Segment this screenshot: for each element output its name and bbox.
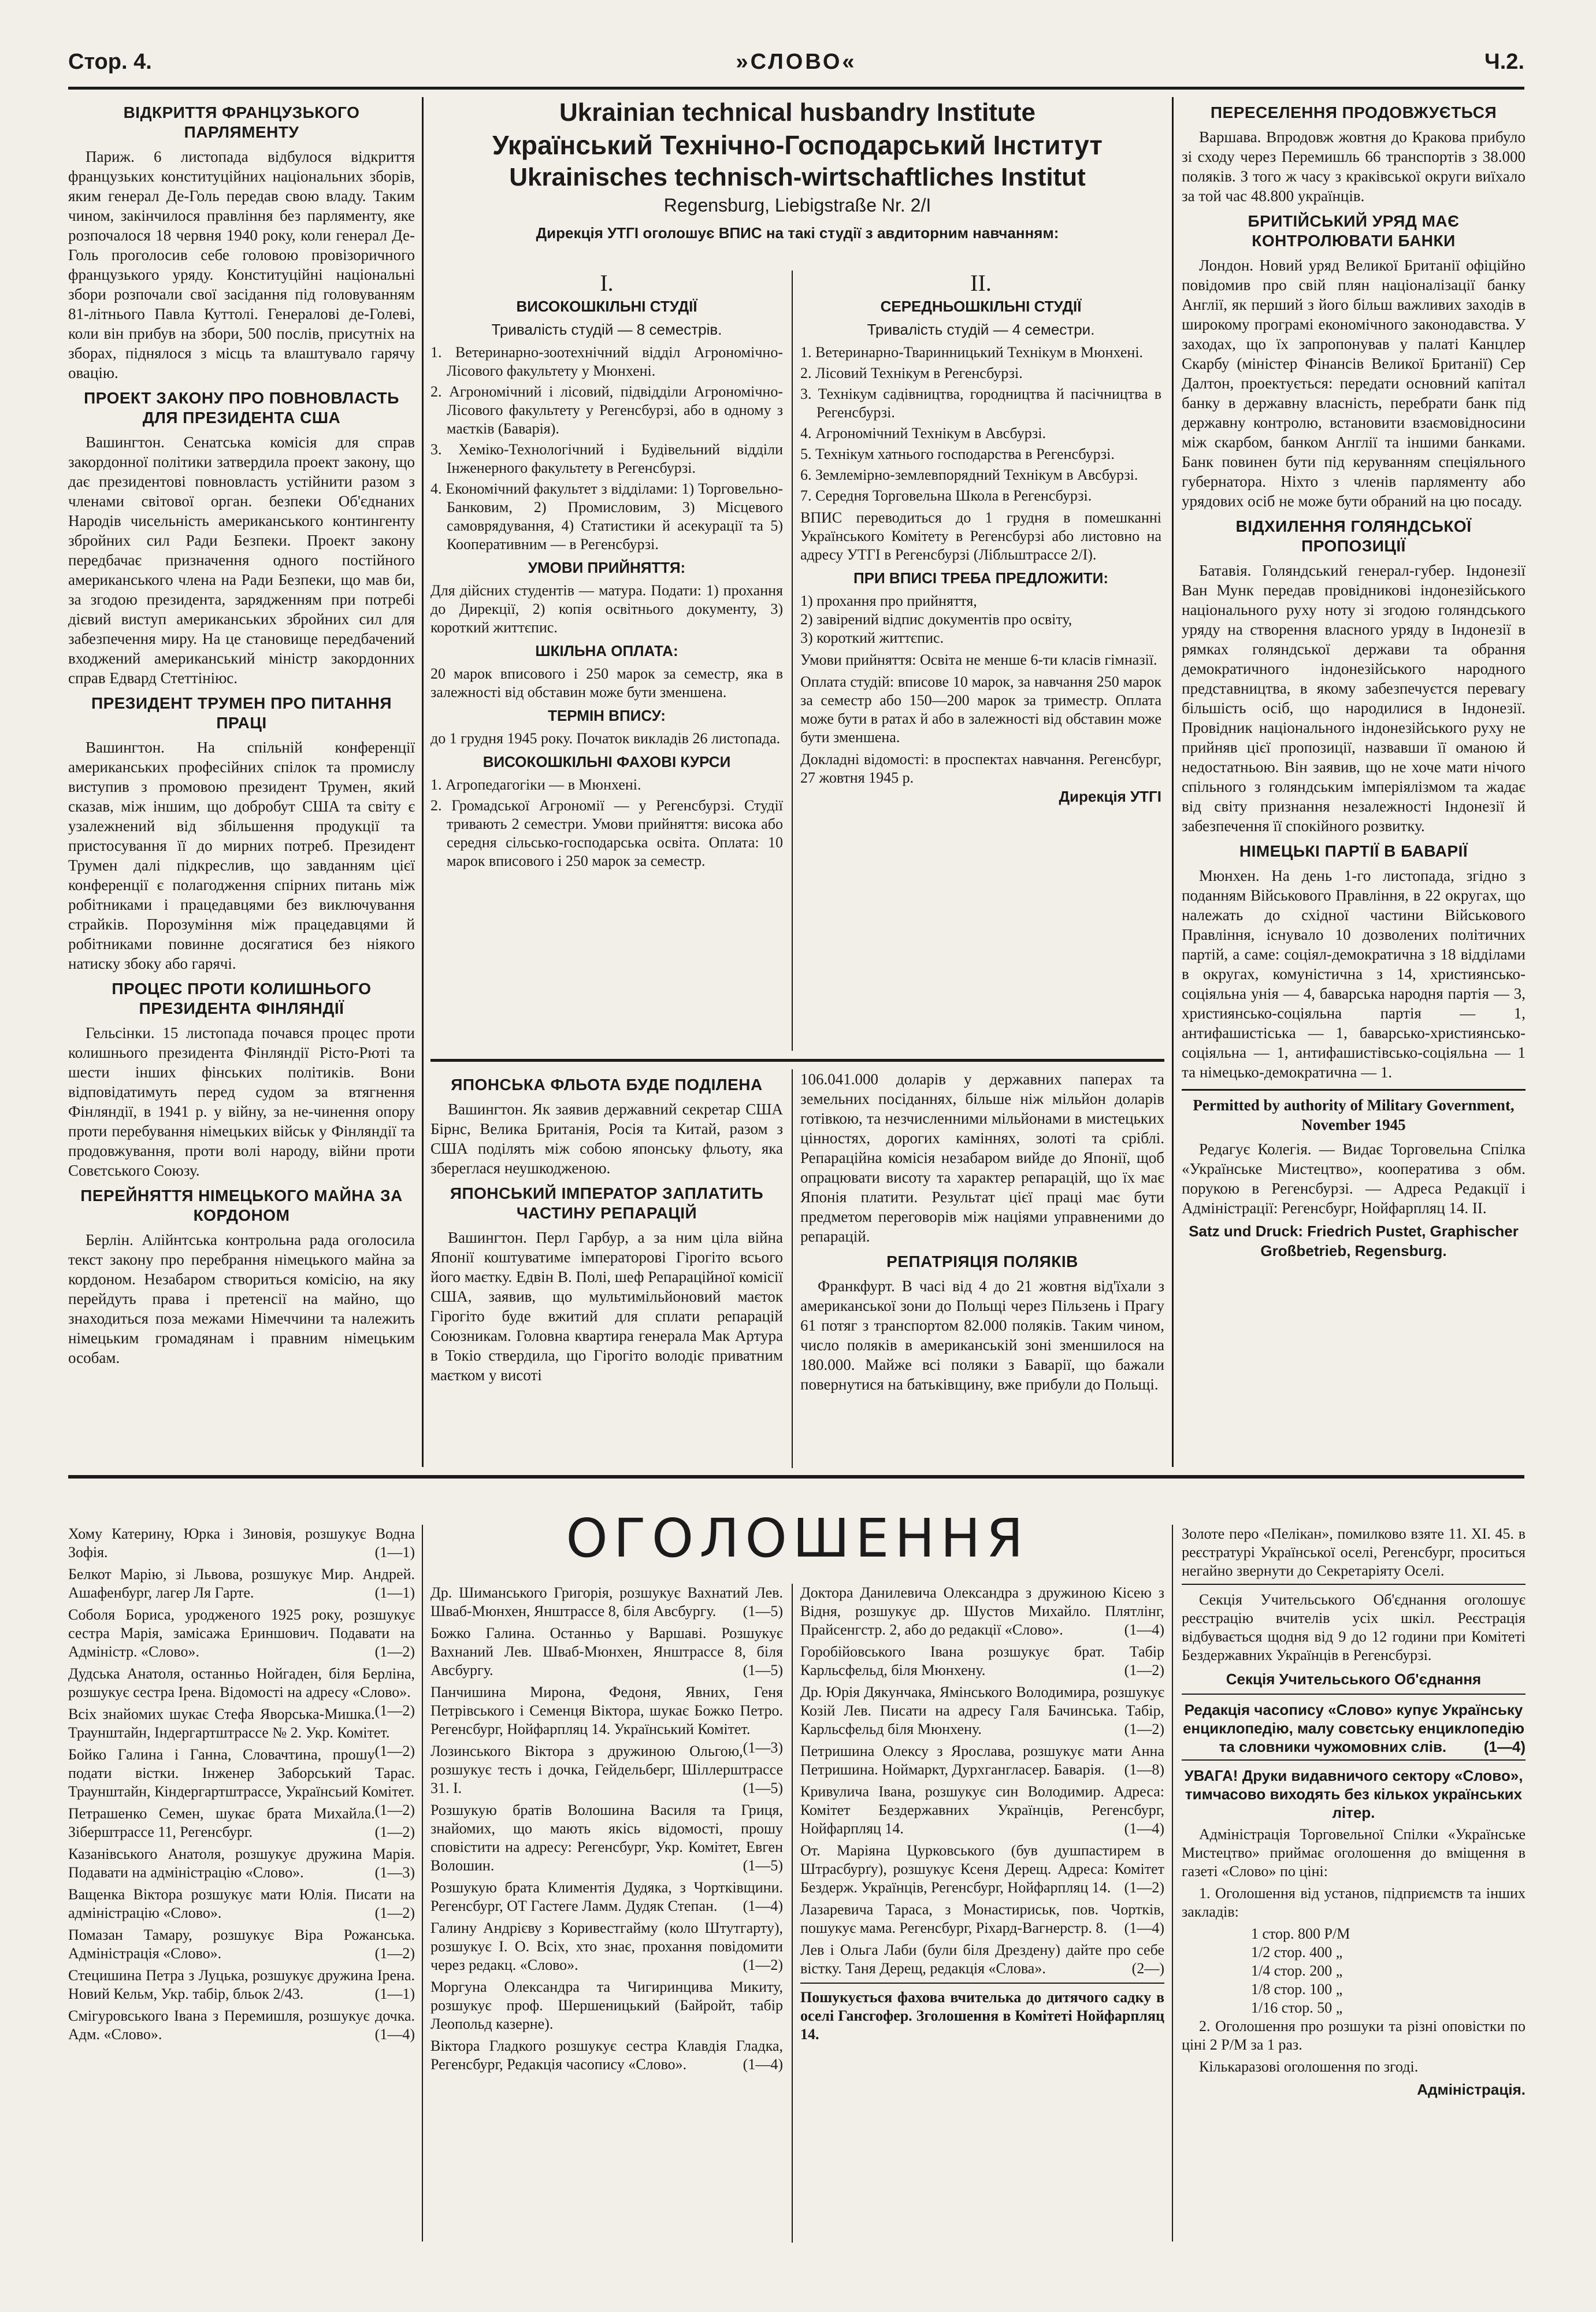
higher-studies xyxy=(430,271,783,873)
classified-ad: Др. Шиманського Григорія, розшукує Вахнатий Лев. Шваб-Мюнхен, Янштрассе 8, біля Авсбургу. (1—5) xyxy=(430,1584,783,1620)
study-item: 4. Агрономічний Технікум в Авсбурзі. xyxy=(800,425,1046,442)
article-title: ВІДКРИТТЯ ФРАНЦУЗЬКОГО ПАРЛЯМЕНТУ xyxy=(123,103,360,141)
imprint: Редагує Колегія. — Видає Торговельна Спілка «Українське Мистецтво», кооператива з обм. порукою в Регенсбурзі. — Адреса Редакції і Адміністрації: Регенсбург, Нойфарпляц 14. II. xyxy=(1182,1140,1526,1217)
classified-ad: Хому Катерину, Юрка і Зиновія, розшукує Водна Зофія. (1—1) xyxy=(68,1525,415,1561)
document-item: 1) прохання про прийняття, xyxy=(800,592,977,609)
article-title: ПРОЕКТ ЗАКОНУ ПРО ПОВНОВЛАСТЬ ДЛЯ ПРЕЗИДЕНТА США xyxy=(84,389,399,427)
article-text: Вашингтон. Як заявив державний секретар США Бірнс, Велика Британія, Росія та Китай, разом з США поділять між собою японську фльоту, яка збереглася неушкодженою. xyxy=(430,1101,783,1177)
teachers-notice: Секція Учительського Об'єднання оголошує реєстрацію вчителів усіх шкіл. Реєстрація відбувається щодня від 9 до 12 години при Комітеті Бездержавних Українців в Регенсбурзі. xyxy=(1182,1591,1526,1663)
column-divider xyxy=(1172,97,1174,1467)
study-item: 5. Технікум хатнього господарства в Регенсбурзі. xyxy=(800,446,1115,462)
price-row: 1/8 стор. 100 „ xyxy=(1251,1981,1343,1998)
price-row: 1 стор. 800 Р/М xyxy=(1251,1925,1350,1942)
classified-ad: Горобійовського Івана розшукує брат. Табір Карльсфельд, біля Мюнхену. (1—2) xyxy=(800,1643,1164,1679)
classified-ad: Петришина Олексу з Ярослава, розшукує мати Анна Петришина. Ноймаркт, Дурхгангласер. Баварія. (1—8) xyxy=(800,1743,1164,1778)
article-text: Лондон. Новий уряд Великої Британії офіційно повідомив про свій плян націоналізації банку Англії, як перший з його більш важливих заходів в широкому програмі економічного законодавства. У заходах, що їх запропонував у палаті Канцлер Скарбу (міністер Фінансів Великої Британії) Сер Далтон, проектується: передати основний капітал банку в державну власність, перебрати банк під державну контролю, встановити взаємовідносини між скарбом, банком Англії та іншими банками. Банк повинен бути під керуванням спеціяльного губернатора. Ніхто з членів парляменту або урядових осіб не може бути обраний на цю посаду. xyxy=(1182,257,1526,510)
institute-announcement xyxy=(430,97,1164,1057)
classified-ad: Галину Андрієву з Коривестгайму (коло Штутгарту), розшукує І. О. Всіх, хто знає, прохання повідомити через редакц. «Слово». (1—2) xyxy=(430,1920,783,1973)
issue-number: Ч.2. xyxy=(1484,50,1524,74)
administration-signature: Адміністрація. xyxy=(1417,2081,1526,2098)
page-number: Стор. 4. xyxy=(68,50,152,74)
section-title: СЕРЕДНЬОШКІЛЬНІ СТУДІЇ xyxy=(880,298,1082,315)
column-2-lower xyxy=(430,1069,783,1468)
document-item: 2) завірений відпис документів про освіту, xyxy=(800,611,1072,628)
ads-column-4 xyxy=(1182,1525,1526,2247)
article-text: Гельсінки. 15 листопада почався процес проти колишнього президента Фінляндії Рісто-Рюті та шести інших фінських політиків. Вони відповідатимуть перед судом за втягнення Фінляндії, в 1941 р. у війну, за не-чинення опору проти перебування німецьких військ у Фінляндії та продовжування, проти волі народу, війни проти Совєтського Союзу. xyxy=(68,1024,415,1179)
fee-text: Оплата студій: вписове 10 марок, за навчання 250 марок за семестр або 150—200 марок за триместр. Оплата може бути в ратах й або в залежності від обставин може бути зменшена. xyxy=(800,673,1161,746)
classified-ad: Моргуна Олександра та Чигиринцива Микиту, розшукує проф. Шершеницький (Байройт, табір Леопольд казерне). xyxy=(430,1978,783,2032)
page-header xyxy=(68,50,1524,82)
prices-head: 1. Оголошення від установ, підприємств та інших закладів: xyxy=(1182,1885,1526,1920)
study-item: 6. Землемірно-землевпорядний Технікум в Авсбурзі. xyxy=(800,466,1138,483)
course-item: 2. Громадської Агрономії — у Регенсбурзі. Студії тривають 2 семестри. Умови прийняття: висока або середня сільсько-господарська освіта. Оплата: 10 марок вписового і 250 марок за семестр. xyxy=(430,797,783,869)
article-text: 106.041.000 доларів у державних паперах та земельних посіданнях, більше ніж мільйон доларів готівкою, та незчисленними мільйонами в мистецьких цінностях, дорогих каміннях, золоті та сріблі. Репараційна комісія незабаром вийде до Японії, щоб опрацювати висоту та характер репарацій, що їх має Японія платити. Результат цієї праці має бути предметом переговорів між націями управненими до репарацій. xyxy=(800,1070,1164,1245)
institute-title-en: Ukrainian technical husbandry Institute xyxy=(559,98,1035,127)
document-item: 3) короткий життєпис. xyxy=(800,629,944,646)
fee-title: ШКІЛЬНА ОПЛАТА: xyxy=(535,642,678,659)
article-text: Мюнхен. На день 1-го листопада, згідно з поданням Військового Правління, в 22 округах, що належать до східної частини Військового Правління, існувало 10 дозволених політичних партій, а саме: соціял-демократична з 18 відділами в округах, комуністична з 14, християнсько-соціяльна унія — 4, баварська народня партія — 3, християнсько-соціяльна партія — 1, антифашистіська — 1, баварсько-християнсько-соціяльна — 1, антифашистівсько-соціяльна — 1 та німецько-демократична — 1. xyxy=(1182,867,1526,1081)
column-3-lower xyxy=(800,1069,1164,1468)
article-title: РЕПАТРІЯЦІЯ ПОЛЯКІВ xyxy=(886,1253,1078,1270)
ads-rule xyxy=(68,1475,1524,1479)
classified-ad: Кривулича Івана, розшукує син Володимир. Адреса: Комітет Бездержавних Українців, Регенсбург, Нойфарпляц 14. (1—4) xyxy=(800,1783,1164,1837)
section-duration: Тривалість студій — 4 семестри. xyxy=(867,321,1095,338)
ads-column-1 xyxy=(68,1525,415,2247)
classified-ad: Панчишина Мирона, Федоня, Явних, Геня Петрівського і Семенця Віктора, шукає Божко Петро. Регенсбург, Нойфарпляц 14. Український Комітет. (1—3) xyxy=(430,1684,783,1756)
classified-ad: Помазан Тамару, розшукує Віра Рожанська. Адміністрація «Слово». (1—2) xyxy=(68,1926,415,1962)
study-item: 2. Лісовий Технікум в Регенсбурзі. xyxy=(800,365,1023,381)
classified-ad: Лозинського Віктора з дружиною Ольгою, розшукує тесть і дочка, Гейдельберг, Шіллерштрассе 31. І. (1—5) xyxy=(430,1743,783,1796)
article-title: БРИТІЙСЬКИЙ УРЯД МАЄ КОНТРОЛЮВАТИ БАНКИ xyxy=(1248,212,1460,250)
classified-ad: Дудська Анатоля, останньо Нойгаден, біля Берліна, розшукує сестра Ірена. Відомості на адресу «Слово». (1—2) xyxy=(68,1665,415,1719)
institute-title-uk: Український Технічно-Господарський Інститут xyxy=(492,130,1103,160)
institute-intro: Дирекція УТГІ оголошує ВПИС на такі студії з авдиторним навчанням: xyxy=(536,224,1059,242)
study-item: 4. Економічний факультет з відділами: 1) Торговельно-Банковим, 2) Промисловим, 3) Місцевого самоврядування, 4) Статистики й асекурації та 5) Кооперативним — в Регенсбурзі. xyxy=(430,480,783,553)
section-rule xyxy=(430,1059,1164,1062)
article-text: Берлін. Алійнтська контрольна рада оголосила текст закону про перебрання німецького майна за кордоном. Незабаром створиться комісію, на яку перейдуть права і претенсії на майно, що знаходиться поза межами Німеччини та належить німецьким громадянам і правним німецьким особам. xyxy=(68,1231,415,1366)
article-title: ЯПОНСЬКА ФЛЬОТА БУДЕ ПОДІЛЕНА xyxy=(451,1076,763,1094)
classified-ad: Казанівського Анатоля, розшукує дружина Марія. Подавати на адміністрацію «Слово». (1—3) xyxy=(68,1846,415,1881)
classified-ad: Петрашенко Семен, шукає брата Михайла. Зіберштрассе 11, Регенсбург. (1—2) xyxy=(68,1805,415,1840)
price-row: 1/2 стор. 400 „ xyxy=(1251,1944,1343,1961)
article-text: Вашингтон. Сенатська комісія для справ закордонної політики затвердила проект закону, що дає президентові повновласть устійнити разом з членами світової орган. безпеки Об'єднаних Народів чисельність американського контингенту збройних сил Ради Безпеки. Проект закону передбачає призначення одного постійного американського члена на Ради Безпеки, що мав би, за згодою президента, зарядженням при потребі дієвий виступ американських збройних сил для забезпечення миру. На це становище передбачений входжений американський міністр закордонних справ Едвард Стеттініюс. xyxy=(68,433,415,687)
article-title: НІМЕЦЬКІ ПАРТІЇ В БАВАРІЇ xyxy=(1239,842,1468,860)
column-divider xyxy=(1172,1525,1173,2241)
header-rule xyxy=(68,87,1524,90)
column-divider xyxy=(792,1069,793,1468)
classified-ad: Розшукую брата Климентія Дудяка, з Чортківщини. Регенсбург, ОТ Гастеге Ламм. Дудяк Степан. (1—4) xyxy=(430,1879,783,1914)
classified-ad: Віктора Гладкого розшукує сестра Клавдія Гладка, Регенсбург, Редакція часопису «Слово». (1—4) xyxy=(430,2037,783,2073)
fee-text: 20 марок вписового і 250 марок за семестр, яка в залежності від обставин може бути зменшена. xyxy=(430,665,783,701)
institute-address: Regensburg, Liebigstraße Nr. 2/I xyxy=(663,195,931,216)
ads-heading: ОГОЛОШЕННЯ xyxy=(566,1507,1029,1569)
printer: Satz und Druck: Friedrich Pustet, Graphischer Großbetrieb, Regensburg. xyxy=(1189,1222,1519,1259)
institute-signature: Дирекція УТГІ xyxy=(1059,788,1161,805)
article-text: Вашингтон. На спільній конференції американських професійних спілок та промислу виступив з промовою президент Трумен, який сказав, між іншим, що добробут США та світу є узалежнений від збільшення продукції та пристосування її до мирних потреб. Президент Трумен далі підкреслив, що завданням цієї конференції є полагодження спірних питань між робітниками і працедавцями без виключування страйків. Порозуміння між працедавцями й робітниками повинне досягатися без ніякого натиску збоку або гарячі. xyxy=(68,739,415,972)
classified-ad: Бойко Галина і Ганна, Словачтина, прошу подати вістки. Інженер Заборський Тарас. Траунштайн, Кіндергартштрассе, Українсьий Комітет. (1—2) xyxy=(68,1746,415,1818)
info-text: Докладні відомості: в проспектах навчання. Регенсбург, 27 жовтня 1945 р. xyxy=(800,751,1161,786)
article-text: Франкфурт. В часі від 4 до 21 жовтня від'їхали з американської зони до Польщі через Пільзень і Прагу 61 потяг з транспортом 82.000 поляків. Таким чином, число поляків в американській зоні зменшилося на 180.000. Майже всі поляки з Баварії, що бажали повернутися на батьківщину, вже прибули до Польщі. xyxy=(800,1277,1164,1393)
ads-column-2 xyxy=(430,1584,783,2248)
term-text: до 1 грудня 1945 року. Початок викладів 26 листопада. xyxy=(430,730,781,747)
section-number: I. xyxy=(600,270,614,296)
study-item: 1. Ветеринарно-Тваринницький Технікум в Мюнхені. xyxy=(800,344,1144,361)
classified-ad: Лазаревича Тараса, з Монастириськ, пов. Чортків, пошукує мама. Регенсбург, Ріхард-Вагнерстр. 8. (1—4) xyxy=(800,1901,1164,1936)
permit-note: Permitted by authority of Military Government, November 1945 xyxy=(1193,1096,1515,1133)
article-title: ВІДХИЛЕННЯ ГОЛЯНДСЬКОЇ ПРОПОЗИЦІЇ xyxy=(1235,517,1472,555)
study-item: 7. Середня Торговельна Школа в Регенсбурзі. xyxy=(800,487,1092,504)
classified-ad: Всіх знайомих шукає Стефа Яворська-Мишка. Траунштайн, Індергартштрассе № 2. Укр. Комітет. (1—2) xyxy=(68,1706,415,1759)
study-item: 2. Агрономічний і лісовий, підвідділи Агрономічно-Лісового факультету у Регенсбурзі, або в одному з маєтків (Баварія). xyxy=(430,383,783,437)
enrollment-text: ВПИС переводиться до 1 грудня в помешканні Українського Комітету в Регенсбурзі або листовно на адресу УТГІ в Регенсбурзі (Лібльштрассе 2/I). xyxy=(800,509,1161,563)
courses-title: ВИСОКОШКІЛЬНІ ФАХОВІ КУРСИ xyxy=(482,753,731,770)
warning-notice: УВАГА! Друки видавничого сектору «Слово», тимчасово виходять без кількох українських літер. xyxy=(1184,1767,1523,1821)
prices-intro: Адміністрація Торговельної Спілки «Українське Мистецтво» приймає оголошення до вміщення в газеті «Слово» по ціні: xyxy=(1182,1826,1526,1880)
section-duration: Тривалість студій — 8 семестрів. xyxy=(491,321,722,338)
box-divider xyxy=(792,271,793,1051)
column-divider xyxy=(422,1525,423,2241)
ads-column-3 xyxy=(800,1584,1164,2248)
article-title: ЯПОНСЬКИЙ ІМПЕРАТОР ЗАПЛАТИТЬ ЧАСТИНУ РЕПАРАЦІЙ xyxy=(450,1184,764,1222)
classified-ad: Др. Юрія Дякунчака, Ямінського Володимира, розшукує Козій Лев. Писати на адресу Галя Бачинська. Табір, Карльсфельд біля Мюнхену. (1—2) xyxy=(800,1684,1164,1737)
institute-title-de: Ukrainisches technisch-wirtschaftliches Institut xyxy=(509,163,1086,191)
article-text: Варшава. Впродовж жовтня до Кракова прибуло зі сходу через Перемишль 66 транспортів з 38.000 поляків. З того ж часу з краківської округи виїхало за той час 48.800 українців. xyxy=(1182,128,1526,205)
conditions-text: Для дійсних студентів — матура. Подати: 1) прохання до Дирекції, 2) копія освітнього документу, 3) короткий життєпис. xyxy=(430,582,783,636)
article-text: Вашингтон. Перл Гарбур, а за ним ціла війна Японії коштуватиме імператорові Гірогіто всього його маєтку. Едвін В. Полі, шеф Репараційної комісії США, заявив, що мультимільйоновий маєток Гірогіто буде вжитий для сплати репарацій Союзникам. Головна квартира генерала Мак Артура в Токіо ствердила, що Гірогіто володіє приватним маєтком у висоті xyxy=(430,1229,783,1384)
price-row: 1/4 стор. 200 „ xyxy=(1251,1962,1343,1979)
price-row: 1/16 стор. 50 „ xyxy=(1251,1999,1343,2016)
term-title: ТЕРМІН ВПИСУ: xyxy=(548,707,666,724)
study-item: 3. Хеміко-Технологічний і Будівельний відділи Інженерного факультету в Регенсбурзі. xyxy=(430,441,783,476)
classified-ad: Смігуровського Івана з Перемишля, розшукує дочка. Адм. «Слово». (1—4) xyxy=(68,2007,415,2043)
lost-pen-notice: Золоте перо «Пелікан», помилково взяте 11. XI. 45. в реєстратурі Української оселі, Регенсбург, проситься негайно звернути до Секретаріяту Оселі. xyxy=(1182,1525,1526,1579)
article-title: ПРЕЗИДЕНТ ТРУМЕН ПРО ПИТАННЯ ПРАЦІ xyxy=(91,694,392,732)
study-item: 1. Ветеринарно-зоотехнічний відділ Агрономічно-Лісового факультету у Мюнхені. xyxy=(430,344,783,379)
classified-ad: Лев і Ольга Лаби (були біля Дрездену) дайте про себе вістку. Таня Дерещ, редакція «Слова». (2—) xyxy=(800,1942,1164,1977)
classified-ad: Доктора Данилевича Олександра з дружиною Кісею з Відня, розшукує др. Шустов Михайло. Плятлінг, Прайсенгстр. 2, або до редакції «Слово». (1—4) xyxy=(800,1584,1164,1638)
article-title: ПЕРЕЙНЯТТЯ НІМЕЦЬКОГО МАЙНА ЗА КОРДОНОМ xyxy=(80,1187,403,1224)
teachers-signature: Секція Учительського Об'єднання xyxy=(1226,1670,1482,1688)
column-1 xyxy=(68,97,415,1467)
classified-ad: Стецишина Петра з Луцька, розшукує дружина Ірена. Новий Кельм, Укр. табір, бльок 2/43. (1—1) xyxy=(68,1967,415,2002)
classified-ad: Белкот Марію, зі Львова, розшукує Мир. Андрей. Ашафенбург, лагер Ля Гарте. (1—1) xyxy=(68,1566,415,1601)
column-divider xyxy=(792,1584,793,2243)
article-title: ПЕРЕСЕЛЕННЯ ПРОДОВЖУЄТЬСЯ xyxy=(1210,103,1497,121)
classified-ad: Божко Галина. Останньо у Варшаві. Розшукує Вахнаний Лев. Шваб-Мюнхен, Янштрассе 8, біля Авсбургу. (1—5) xyxy=(430,1625,783,1679)
column-divider xyxy=(422,97,424,1467)
classified-ad: От. Маріяна Цурковського (був душпастирем в Штрасбурґу), розшукує Ксеня Дерещ. Адреса: Комітет Бездерж. Українців, Регенсбург, Нойфарпляц 14. (1—2) xyxy=(800,1842,1164,1896)
secondary-studies xyxy=(800,271,1161,806)
article-text: Батавія. Голяндський генерал-губер. Індонезії Ван Мунк передав провідникові індонезійського національного руху ноту зі згодою голяндського уряду на створення власного уряду в Індонезії в рямках голяндської держави та обрання демократичного індонезійського народного представництва, в якому забезпечуєтся перевагу більшість осіб, що народилися в Індонезії. Провідник національного індонезійського руху не прийняв цієї пропозиції, назвавши її оманою й недостатньою. Він заявив, що не хоче мати нічого спільного з голяндським імперіялізмом та жадає від світу признання незалежності Індонезії й забезпечення її спокійного розвитку. xyxy=(1182,562,1526,835)
buy-notice: Редакція часопису «Слово» купує Українську енциклопедію, малу совєтську енциклопедію та словники чужомовних слів. (1—4) xyxy=(1182,1701,1526,1755)
study-item: 3. Технікум садівництва, городництва й пасічництва в Регенсбурзі. xyxy=(800,386,1161,421)
conditions-title: УМОВИ ПРИЙНЯТТЯ: xyxy=(528,559,686,576)
article-text: Париж. 6 листопада відбулося відкриття французьких конституційних національних зборів, яким генерал Де-Голь передав свою владу. Таким чином, закінчилося правління без парляменту, яке розпочалося 18 червня 1940 року, коли генерал Де-Голь проголосив себе головою провізоричного французького уряду. Конституційні національні збори розпочали свої засідання під головуванням 81-літнього Павла Куттолі. Генералові де-Голеві, коли він прибув на збори, 500 послів, присутніх на зборах, піднялося з місць та влаштувало гарячу овацію. xyxy=(68,148,415,381)
classified-ad: Пошукується фахова вчителька до дитячого садку в оселі Гансгофер. Зголошення в Комітеті Нойфарпляц 14. xyxy=(800,1989,1164,2043)
conditions-text: Умови прийняття: Освіта не менше 6-ти класів гімназії. xyxy=(800,651,1157,668)
column-4 xyxy=(1182,97,1526,1467)
classified-ad: Ващенка Віктора розшукує мати Юлія. Писати на адміністрацію «Слово». (1—2) xyxy=(68,1886,415,1921)
article-title: ПРОЦЕС ПРОТИ КОЛИШНЬОГО ПРЕЗИДЕНТА ФІНЛЯНДІЇ xyxy=(112,980,372,1017)
section-number: II. xyxy=(970,270,992,296)
prices-note: Кількаразові оголошення по згоді. xyxy=(1199,2058,1419,2075)
section-title: ВИСОКОШКІЛЬНІ СТУДІЇ xyxy=(516,298,697,315)
classified-ad: Розшукую братів Волошина Василя та Гриця, знайомих, що мають якісь відомості, прошу сповістити на адресу: Регенсбург, Укр. Комітет, Евген Волошин. (1—5) xyxy=(430,1802,783,1874)
newspaper-title: »СЛОВО« xyxy=(736,50,857,74)
classified-ad: Соболя Бориса, уродженого 1925 року, розшукує сестра Марія, замісажа Ериншович. Подавати на Адміністр. «Слово». (1—2) xyxy=(68,1606,415,1660)
course-item: 1. Агропедагогіки — в Мюнхені. xyxy=(430,776,641,793)
prices-note: 2. Оголошення про розшуки та різні оповістки по ціні 2 Р/М за 1 раз. xyxy=(1182,2018,1526,2053)
documents-title: ПРИ ВПИСІ ТРЕБА ПРЕДЛОЖИТИ: xyxy=(853,569,1108,587)
